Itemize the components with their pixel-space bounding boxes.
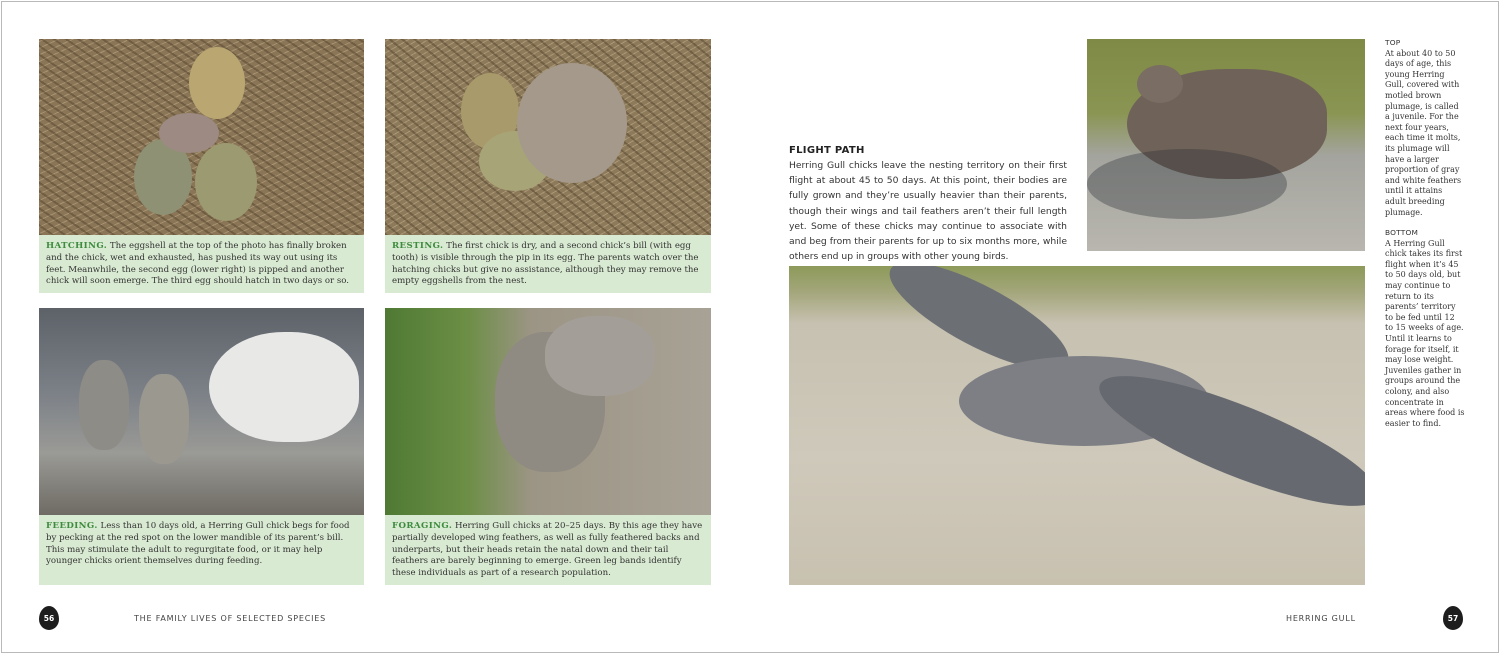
adult-gull-shape (209, 332, 359, 442)
caption-feeding (39, 515, 364, 585)
photo-hatching (39, 39, 364, 235)
caption-text: Herring Gull chicks at 20–25 days. By this age they have partially developed wing feathers, as well as fully feathered backs and underparts, but their heads retain the natal down and their tail feathers are barely beginning to emerge. Green leg bands identify these individuals as part of a research population. (392, 521, 703, 579)
chick-shape (139, 374, 189, 464)
caption-hatching (39, 235, 364, 293)
photo-foraging (385, 308, 711, 515)
sidebar-text: A Herring Gull chick takes its first flight when it’s 45 to 50 days old, but may continue to return to its parents’ territory to be fed until 12 to 15 weeks of age. Until it learns to forage for itself, it may lose weight. Juveniles gather in groups around the colony, and also concentrate in areas where food is easier to find. (1385, 238, 1465, 428)
page-number-left: 56 (39, 606, 59, 630)
chick-shape (79, 360, 129, 450)
caption-text: Less than 10 days old, a Herring Gull chick begs for food by pecking at the red spot on the lower mandible of its parent’s bill. This may stimulate the adult to regurgitate food, or it may help younger chicks orient themselves during feeding. (46, 521, 350, 567)
sidebar-bottom (1385, 228, 1465, 429)
chick-shape (517, 63, 627, 183)
wet-chick-shape (159, 113, 219, 153)
caption-resting (385, 235, 711, 293)
caption-lead: HATCHING. (46, 241, 108, 251)
photo-resting (385, 39, 711, 235)
photo-feeding (39, 308, 364, 515)
caption-text: The first chick is dry, and a second chick’s bill (with egg tooth) is visible through the pip in its egg. The parents watch over the hatching chicks but give no assistance, although they may remove the empty eggshells from the nest. (392, 241, 699, 287)
running-head-left: THE FAMILY LIVES OF SELECTED SPECIES (134, 614, 327, 623)
sidebar-top (1385, 38, 1465, 218)
caption-lead: FORAGING. (392, 521, 453, 531)
gull-head-shape (1137, 65, 1183, 103)
running-head-right: HERRING GULL (1286, 614, 1356, 623)
shadow-shape (1087, 149, 1287, 219)
caption-lead: RESTING. (392, 241, 444, 251)
body-text: Herring Gull chicks leave the nesting territory on their first flight at about 45 to 50 days. At this point, their bodies are fully grown and they’re usually heavier than their parents, though their wings and tail feathers aren’t their full length yet. Some of these chicks may continue to associate with and beg from their parents for up to six months more, while others end up in groups with other young birds. (789, 160, 1067, 263)
section-title: FLIGHT PATH (789, 145, 865, 156)
caption-lead: FEEDING. (46, 521, 98, 531)
chick-shape (545, 316, 655, 396)
caption-text: The eggshell at the top of the photo has finally broken and the chick, wet and exhausted, has pushed its way out using its feet. Meanwhile, the second egg (lower right) is pipped and another chick will soon emerge. The third egg should hatch in two days or so. (46, 241, 350, 287)
caption-foraging (385, 515, 711, 585)
photo-juvenile-gull (1087, 39, 1365, 251)
sidebar-label: BOTTOM (1385, 228, 1419, 237)
egg-shape (195, 143, 257, 221)
page-number-right: 57 (1443, 606, 1463, 630)
photo-flight (789, 266, 1365, 585)
sidebar-label: TOP (1385, 38, 1401, 47)
sidebar-text: At about 40 to 50 days of age, this young Herring Gull, covered with motled brown plumage, is called a juvenile. For the next four years, each time it molts, its plumage will have a larger proportion of gray and white feathers until it attains adult breeding plumage. (1385, 48, 1462, 217)
egg-shape (189, 47, 245, 119)
